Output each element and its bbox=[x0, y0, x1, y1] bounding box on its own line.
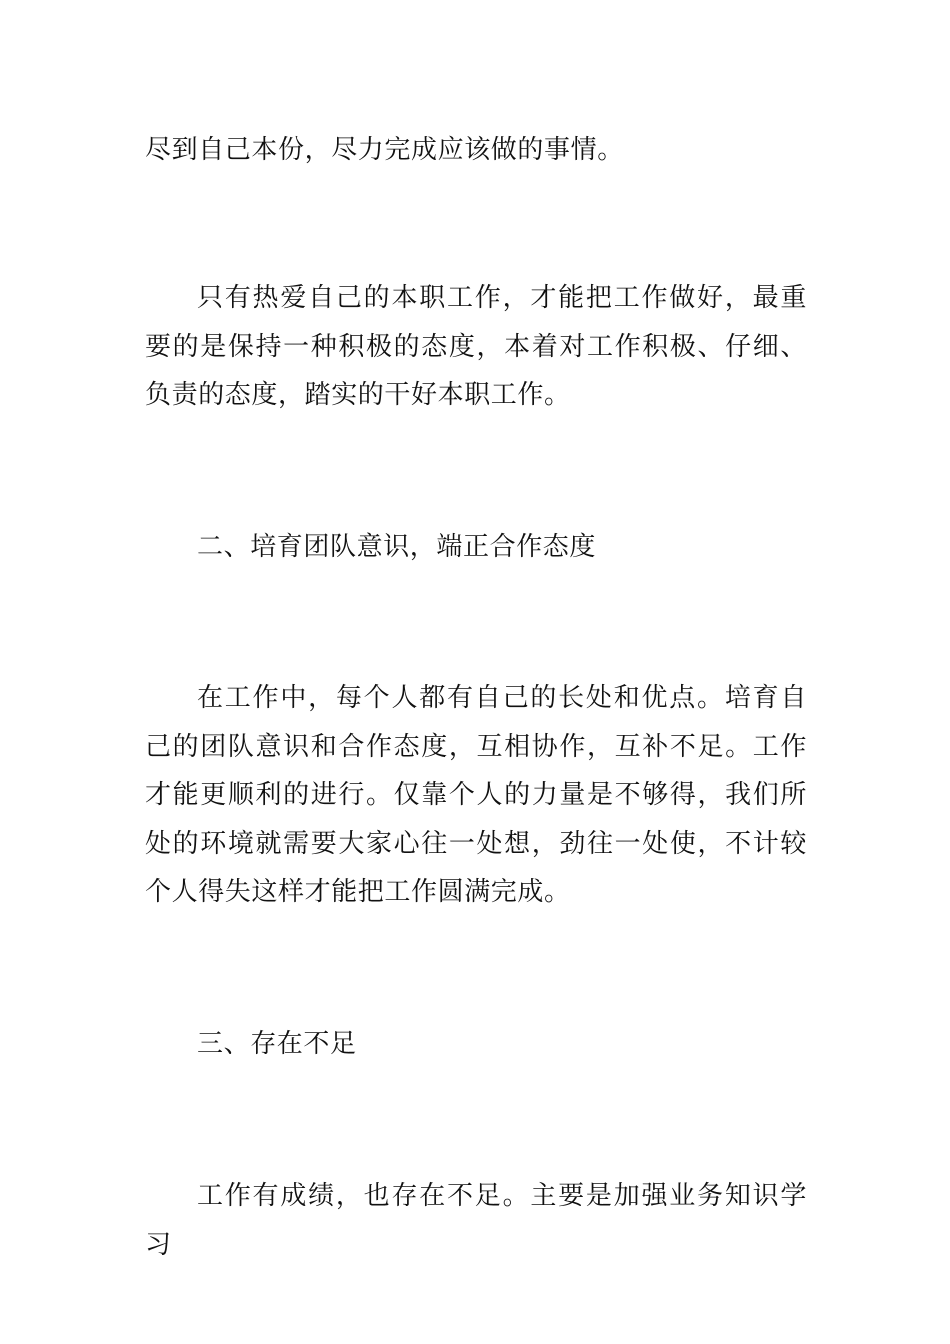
paragraph-shortcomings: 工作有成绩，也存在不足。主要是加强业务知识学习 bbox=[145, 1181, 807, 1260]
section-heading-teamwork: 二、培育团队意识，端正合作态度 bbox=[197, 532, 597, 562]
paragraph-continuation: 尽到自己本份，尽力完成应该做的事情。 bbox=[145, 135, 624, 165]
paragraph-teamwork: 在工作中，每个人都有自己的长处和优点。培育自己的团队意识和合作态度，互相协作，互补不足。工作才能更顺利的进行。仅靠个人的力量是不够得，我们所处的环境就需要大家心往一处想，劲往一处使，不计较个人得失这样才能把工作圆满完成。 bbox=[145, 683, 807, 907]
section-heading-shortcomings: 三、存在不足 bbox=[197, 1029, 357, 1059]
paragraph-love-your-job: 只有热爱自己的本职工作，才能把工作做好，最重要的是保持一种积极的态度，本着对工作积极、仔细、负责的态度，踏实的干好本职工作。 bbox=[145, 283, 807, 410]
